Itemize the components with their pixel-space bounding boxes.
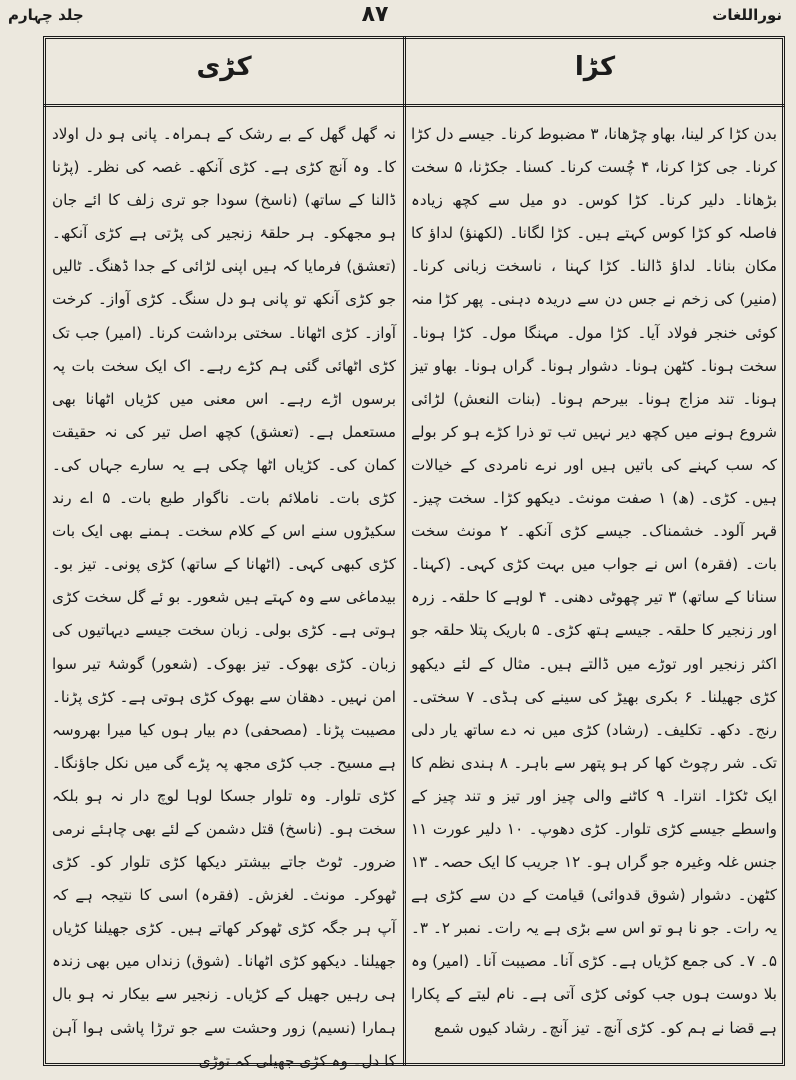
volume-label: جلد چہارم: [8, 6, 84, 24]
column-divider: [403, 36, 406, 1066]
book-title: نوراللغات: [712, 6, 782, 24]
left-column-paragraph: نہ گھل گھل کے بے رشک کے ہمراہ۔ پانی ہو دل اولاد کا۔ وہ آنچ کڑی ہے۔ کڑی آنکھ۔ غصہ کی نظر۔ (پڑنا ڈالنا کے ساتھ) (ناسخ) سودا جو تری زلف کا ائے جان ہو مجھکو۔ ہر حلقۂ زنجیر کی پڑتی ہے کڑی آنکھ۔ (تعشق) فرمایا کہ ہیں اپنی لڑائی کے جدا ڈھنگ۔ ٹالیں جو کڑی آنکھ تو پانی ہو دل سنگ۔ کڑی آواز۔ کرخت آواز۔ کڑی اٹھانا۔ سختی برداشت کرنا۔ (امیر) جب تک کڑی اٹھائی گئی ہم کڑے رہے۔ اک ایک سخت بات پہ برسوں اڑے رہے۔ اس معنی میں کڑیاں اٹھانا بھی مستعمل ہے۔ (تعشق) کچھ اصل تیر کی نہ حقیقت کمان کی۔ کڑیاں اٹھا چکی ہے یہ سارے جہاں کی۔ کڑی بات۔ ناملائم بات۔ ناگوار طبع بات۔ ۵ اے رند سکیڑوں سنے اس کے کلام سخت۔ ہمنے بھی ایک بات کڑی کبھی کہی۔ (اٹھانا کے ساتھ) کڑی پونی۔ تیز بو۔ بیدماغی سے وہ کہتے ہیں شعور۔ بو ئے گل سخت کڑی ہوتی ہے۔ کڑی بولی۔ زبان سخت جیسے دیہاتیوں کی زبان۔ کڑی بھوک۔ تیز بھوک۔ (شعور) گوشۂ تیر سوا امن نہیں۔ دهقان سے بھوک کڑی ہوتی ہے۔ کڑی پڑنا۔ مصیبت پڑنا۔ (مصحفی) دم بیار ہوں کیا میرا بھروسہ ہے مسیح۔ جب کڑی مجھ پہ پڑے گی میں نکل جاؤنگا۔ کڑی تلوار۔ وہ تلوار جسکا لوہا لوچ دار نہ ہو بلکہ سخت ہو۔ (ناسخ) قتل دشمن کے لئے بھی چاہئے نرمی ضرور۔ ٹوٹ جاتے بیشتر دیکھا کڑی تلوار کو۔ کڑی ٹھوکر۔ مونث۔ لغزش۔ (فقرہ) اسی کا نتیجہ ہے کہ آپ ہر جگہ کڑی ٹھوکر کھاتے ہیں۔ کڑی جھیلنا کڑیاں جھیلنا۔ دیکھو کڑی اٹھانا۔ (شوق) زنداں میں بھی زندہ ہی رہیں جھیل کے کڑیاں۔ زنجیر سے بیکار نہ ہو بال ہمارا (نسیم) زور وحشت سے جو ترڑا پاشی ہوا آہن کا دل۔ وہ کڑی جھیلی کہ توڑی: [52, 125, 396, 1070]
heading-rule: [43, 104, 785, 107]
left-column-heading: کڑی: [196, 52, 252, 82]
page-number: ۸۷: [361, 2, 389, 27]
left-column-text: [52, 118, 396, 1070]
right-column-heading: کڑا: [574, 52, 616, 82]
right-column-paragraph: بدن کڑا کر لینا، بھاو چڑھانا، ۳ مضبوط کرنا۔ جیسے دل کڑا کرنا۔ جی کڑا کرنا، ۴ چُست کرنا۔ کسنا۔ جکڑنا، ۵ سخت بڑھانا۔ دلیر کرنا۔ کڑا کوس۔ دو میل سے کچھ زیادہ فاصلہ کو کڑا کوس کہتے ہیں۔ کڑا لگانا۔ (لکھنؤ) لداؤ کا مکان بنانا۔ لداؤ ڈالنا۔ کڑا کہنا ، ناسخت زبانی کرنا۔ (منیر) کی زخم نے جس دن سے دریدہ دہنی۔ پھر کڑا منہ کوئی خنجر فولاد آیا۔ کڑا مول۔ مہنگا مول۔ کڑا ہونا۔ سخت ہونا۔ کٹھن ہونا۔ دشوار ہونا۔ گراں ہونا۔ بھاو تیز ہونا۔ تند مزاج ہونا۔ بیرحم ہونا۔ (بنات النعش) لڑائی شروع ہونے میں کچھ دیر نہیں تب تو ذرا کڑے ہو کر بولے کہ سب کہنے کی باتیں ہیں اور نرے نامردی کے خیالات ہیں۔ کڑی۔ (ھ) ۱ صفت مونث۔ دیکھو کڑا۔ سخت چیز۔ قہر آلود۔ خشمناک۔ جیسے کڑی آنکھ۔ ۲ مونث سخت بات۔ (فقرہ) اس نے جواب میں بہت کڑی کہی۔ (کہنا۔ سنانا کے ساتھ) ۳ تیر چھوٹی دھنی۔ ۴ لوہے کا حلقہ۔ زرہ اور زنجیر کا حلقہ۔ جیسے ہتھ کڑی۔ ۵ باریک پتلا حلقہ جو اکثر زنجیر اور توڑے میں ڈالتے ہیں۔ مثال کے لئے دیکھو کڑی جھیلنا۔ ۶ بکری بھیڑ کی سینے کی ہڈی۔ ۷ سختی۔ رنج۔ دکھ۔ تکلیف۔ (رشاد) کڑی میں نہ دے ساتھ یار دلی تک۔ شر رچوٹ کھا کر ہو پتھر سے باہر۔ ۸ ہندی نظم کا ایک ٹکڑا۔ انترا۔ ۹ کاٹنے والی چیز اور تیز و تند چیز کے واسطے جیسے کڑی تلوار۔ کڑی دھوپ۔ ۱۰ دلیر عورت ۱۱ جنس غلہ وغیرہ جو گراں ہو۔ ۱۲ جریب کا ایک حصہ۔ ۱۳ کٹھن۔ دشوار (شوق قدوائی) قیامت کے دن سے کڑی ہے یہ رات۔ جو نا ہو تو اس سے بڑی ہے یہ رات۔ نمبر ۲۔ ۳۔ ۵۔ ۷۔ کی جمع کڑیاں ہے۔ کڑی آنا۔ مصیبت آنا۔ (امیر) وہ بلا دوست ہوں جب کوئی کڑی آتی ہے۔ نام لیتے کے پکارا ہے قضا نے ہم کو۔ کڑی آنچ۔ تیز آنچ۔ رشاد کیوں شمع: [411, 125, 778, 1037]
right-column-text: [411, 118, 777, 1058]
